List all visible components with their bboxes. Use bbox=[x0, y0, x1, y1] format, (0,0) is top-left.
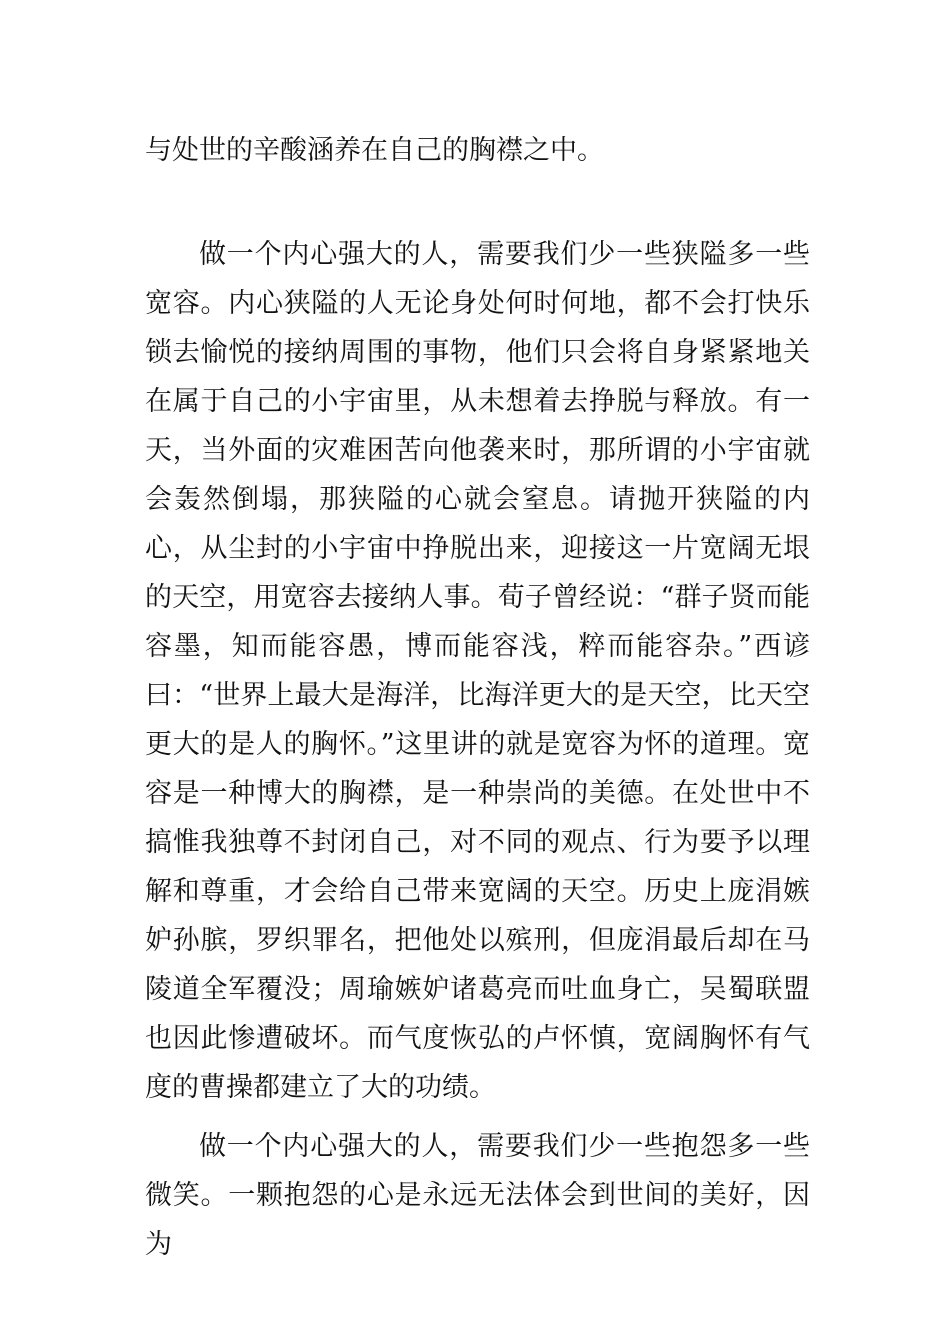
paragraph-tolerance: 做一个内心强大的人，需要我们少一些狭隘多一些宽容。内心狭隘的人无论身处何时何地，都不会打快乐锁去愉悦的接纳周围的事物，他们只会将自身紧紧地关在属于自己的小宇宙里，从未想着去挣脱与释放。有一天，当外面的灾难困苦向他袭来时，那所谓的小宇宙就会轰然倒塌，那狭隘的心就会窒息。请抛开狭隘的内心，从尘封的小宇宙中挣脱出来，迎接这一片宽阔无垠的天空，用宽容去接纳人事。荀子曾经说：“群子贤而能容墨，知而能容愚，博而能容浅，粹而能容杂。”西谚曰：“世界上最大是海洋，比海洋更大的是天空，比天空更大的是人的胸怀。”这里讲的就是宽容为怀的道理。宽容是一种博大的胸襟，是一种崇尚的美德。在处世中不搞惟我独尊不封闭自己，对不同的观点、行为要予以理解和尊重，才会给自己带来宽阔的天空。历史上庞涓嫉妒孙膑，罗织罪名，把他处以殡刑，但庞涓最后却在马陵道全军覆没；周瑜嫉妒诸葛亮而吐血身亡，吴蜀联盟也因此惨遭破坏。而气度恢弘的卢怀慎，宽阔胸怀有气度的曹操都建立了大的功绩。 bbox=[145, 239, 810, 1103]
paragraph-continuation: 与处世的辛酸涵养在自己的胸襟之中。 bbox=[145, 135, 604, 166]
paragraph-smile: 做一个内心强大的人，需要我们少一些抱怨多一些微笑。一颗抱怨的心是永远无法体会到世间的美好，因为 bbox=[145, 1131, 810, 1260]
